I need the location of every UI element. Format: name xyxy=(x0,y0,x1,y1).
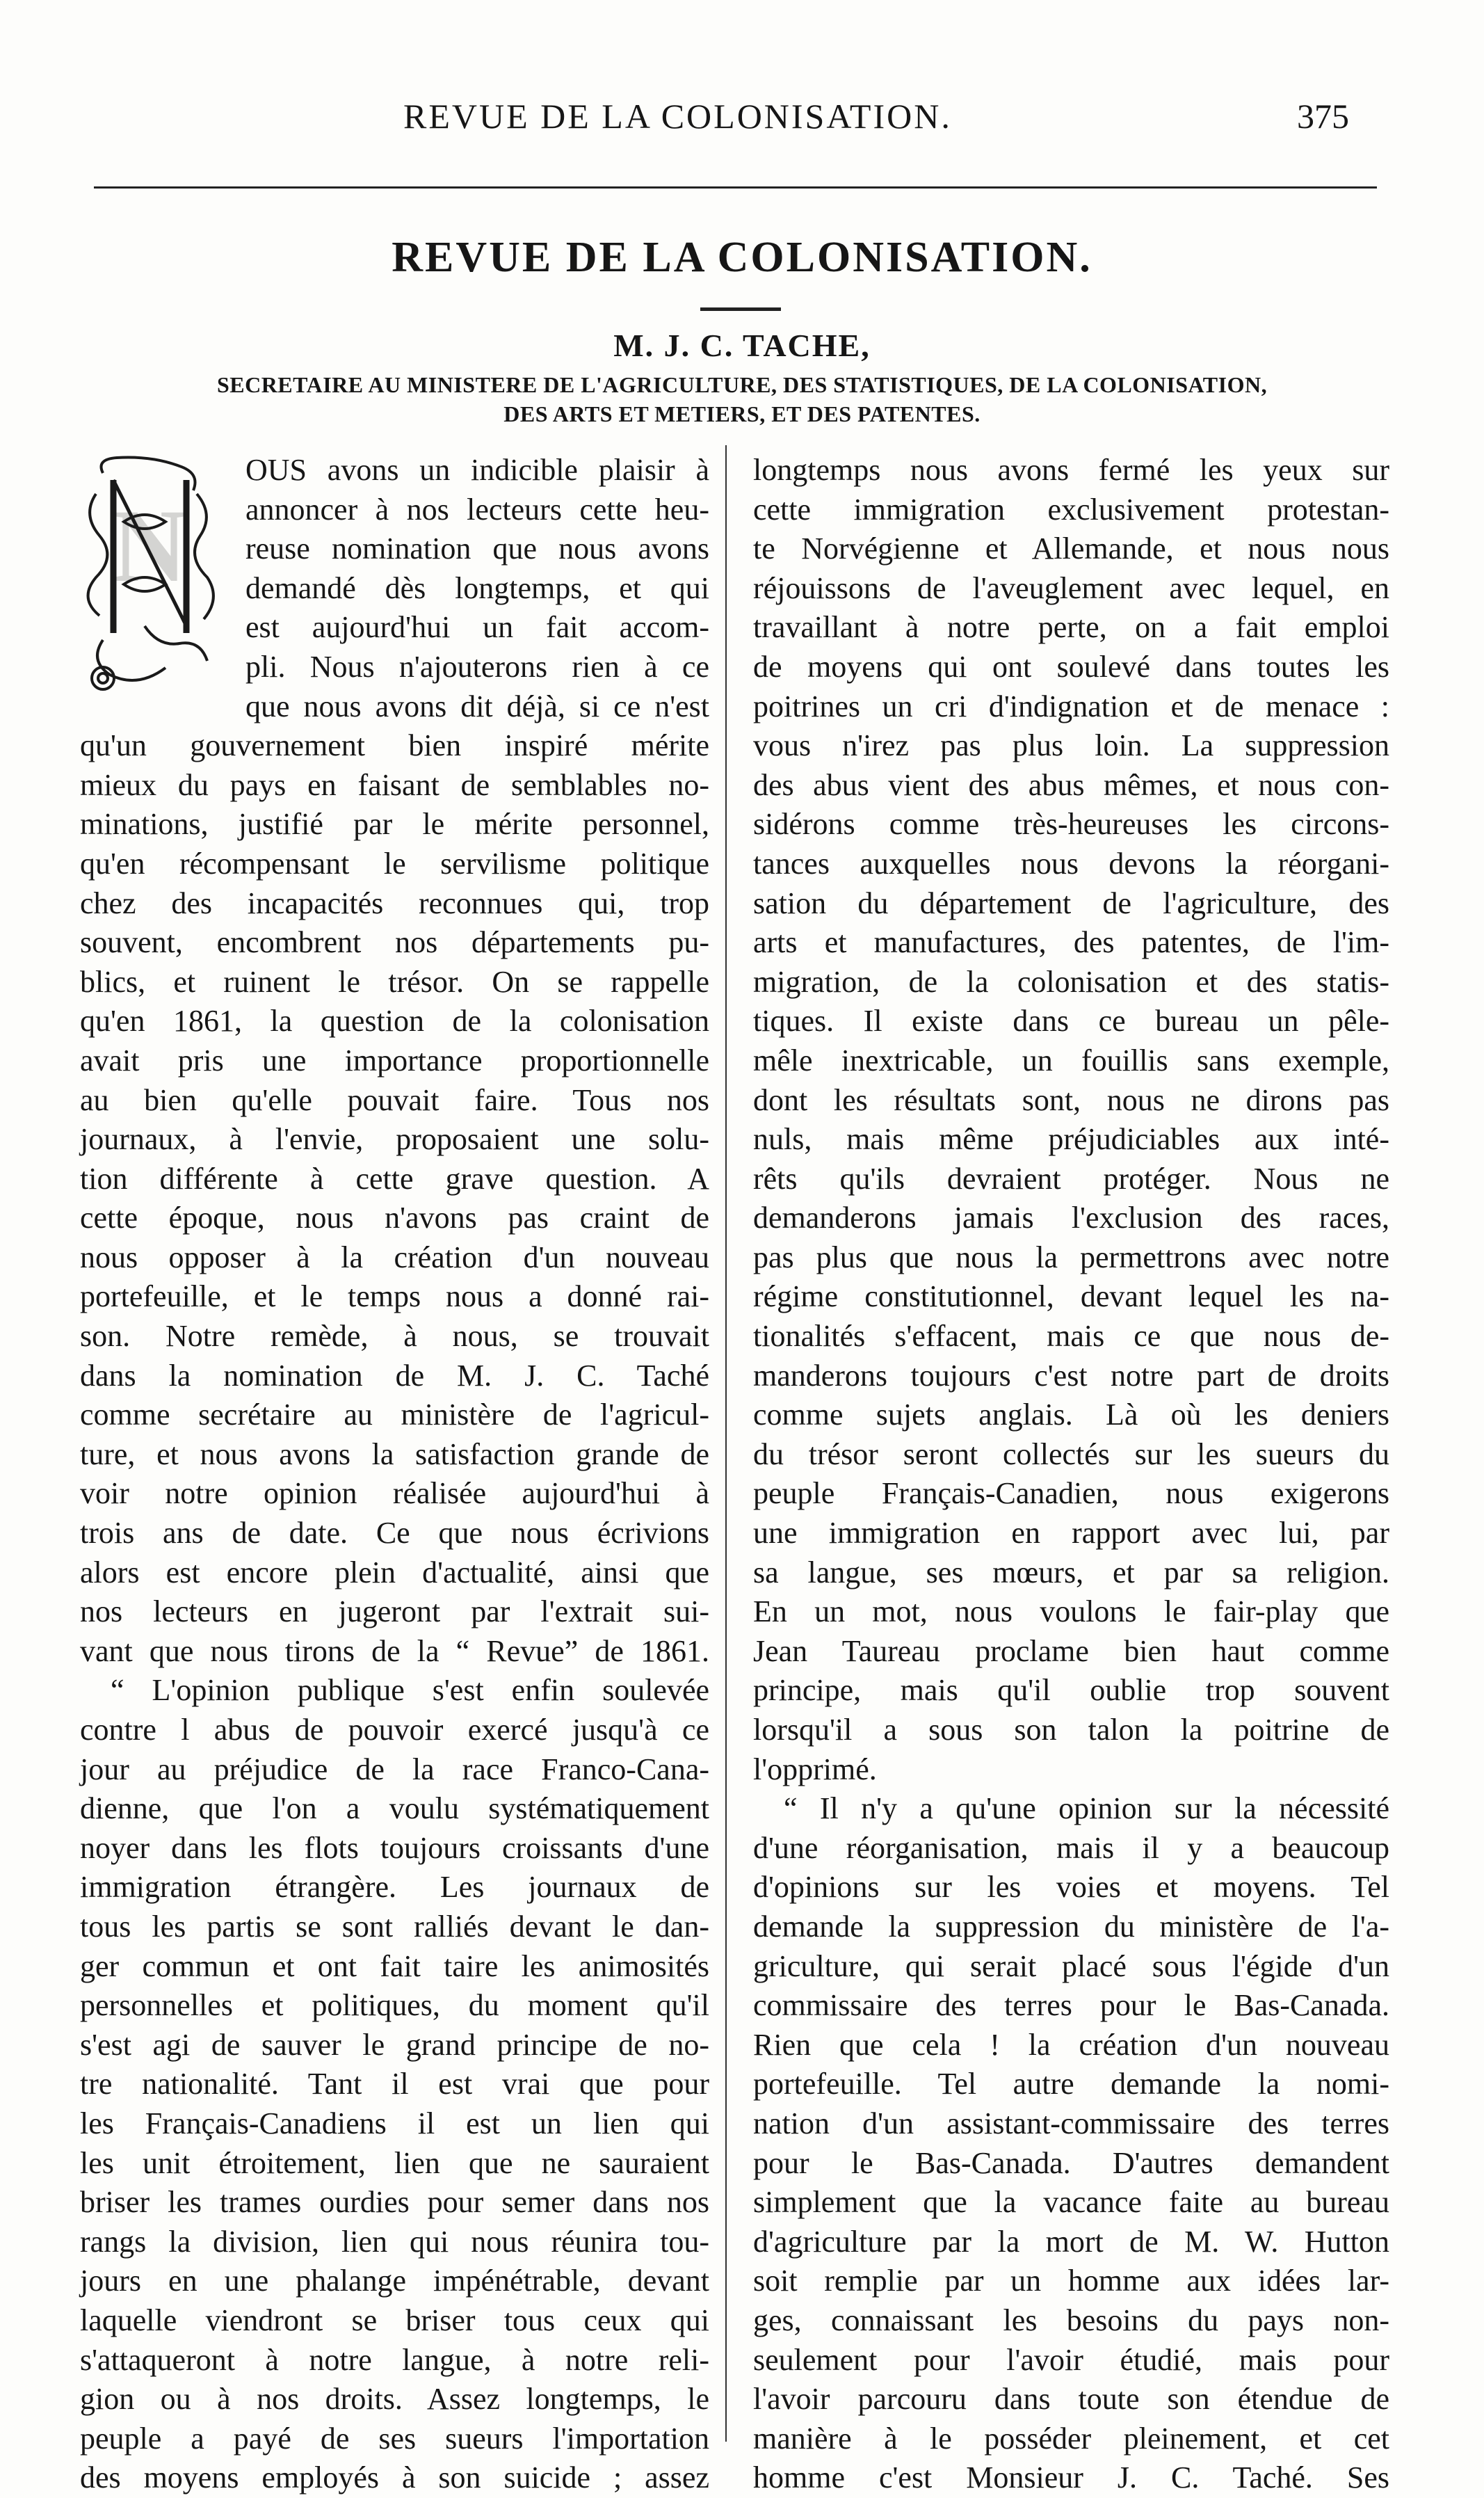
text-line: avait pris une importance proportionnelle xyxy=(80,1043,709,1078)
text-line: l'opprimé. xyxy=(753,1752,877,1786)
person-title xyxy=(42,370,1442,429)
drop-cap-letter: N xyxy=(111,488,188,604)
text-line: journaux, à l'envie, proposaient une solu- xyxy=(80,1122,709,1157)
text-line: dienne, que l'on a voulu systématiquement xyxy=(80,1791,709,1826)
text-line: s'est agi de sauver le grand principe de no- xyxy=(80,2027,709,2062)
text-line: principe, mais qu'il oublie trop souvent xyxy=(753,1673,1389,1708)
text-line: d'opinions sur les voies et moyens. Tel xyxy=(753,1870,1389,1905)
text-line: qu'un gouvernement bien inspiré mérite xyxy=(80,728,709,763)
text-line: manderons toujours c'est notre part de droits xyxy=(753,1358,1389,1393)
text-line: Rien que cela ! la création d'un nouveau xyxy=(753,2027,1389,2062)
right-column xyxy=(753,451,1389,2498)
text-line: sa langue, ses mœurs, et par sa religion. xyxy=(753,1555,1389,1590)
text-line: tre nationalité. Tant il est vrai que pour xyxy=(80,2067,709,2101)
text-line: mieux du pays en faisant de semblables no- xyxy=(80,767,709,802)
text-line: sation du département de l'agriculture, des xyxy=(753,886,1389,920)
text-line: te Norvégienne et Allemande, et nous nous xyxy=(753,531,1389,566)
text-line: longtemps nous avons fermé les yeux sur xyxy=(753,453,1389,487)
text-line: des moyens employés à son suicide ; assez xyxy=(80,2460,709,2495)
text-line: du trésor seront collectés sur les sueurs du xyxy=(753,1436,1389,1471)
text-line: griculture, qui serait placé sous l'égide d'un xyxy=(753,1948,1389,1983)
text-line: les Français-Canadiens il est un lien qui xyxy=(80,2106,709,2140)
text-line: lorsqu'il a sous son talon la poitrine de xyxy=(753,1713,1389,1747)
title-divider xyxy=(700,307,781,311)
text-line: d'agriculture par la mort de M. W. Hutton xyxy=(753,2224,1389,2259)
text-line: une immigration en rapport avec lui, par xyxy=(753,1516,1389,1551)
text-line: “ Il n'y a qu'une opinion sur la nécessité xyxy=(784,1791,1389,1826)
text-line: son. Notre remède, à nous, se trouvait xyxy=(80,1319,709,1354)
text-line: tion différente à cette grave question. A xyxy=(80,1161,709,1196)
text-line: comme secrétaire au ministère de l'agricul- xyxy=(80,1398,709,1432)
text-line: tous les partis se sont ralliés devant le dan- xyxy=(80,1909,709,1944)
text-line: noyer dans les flots toujours croissants d'une xyxy=(80,1830,709,1865)
text-line: gion ou à nos droits. Assez longtemps, le xyxy=(80,2382,709,2417)
text-line: homme c'est Monsieur J. C. Taché. Ses xyxy=(753,2460,1389,2495)
text-line: blics, et ruinent le trésor. On se rappelle xyxy=(80,964,709,999)
person-title-line: DES ARTS ET METIERS, ET DES PATENTES. xyxy=(503,401,981,426)
text-line: commissaire des terres pour le Bas-Canada. xyxy=(753,1988,1389,2023)
text-line: portefeuille, et le temps nous a donné rai- xyxy=(80,1279,709,1314)
person-name: M. J. C. TACHE, xyxy=(613,328,871,363)
text-line: au bien qu'elle pouvait faire. Tous nos xyxy=(80,1082,709,1117)
text-line: vous n'irez pas plus loin. La suppression xyxy=(753,728,1389,763)
text-line: peuple a payé de ses sueurs l'importation xyxy=(80,2421,709,2456)
text-line: nation d'un assistant-commissaire des terres xyxy=(753,2106,1389,2140)
text-line: dans la nomination de M. J. C. Taché xyxy=(80,1358,709,1393)
text-line: immigration étrangère. Les journaux de xyxy=(80,1870,709,1905)
text-line: laquelle viendront se briser tous ceux qui xyxy=(80,2303,709,2337)
text-line: rêts qu'ils devraient protéger. Nous ne xyxy=(753,1161,1389,1196)
text-line: nos lecteurs en jugeront par l'extrait sui- xyxy=(80,1594,709,1629)
text-line: OUS avons un indicible plaisir à xyxy=(245,453,709,487)
text-line: contre l abus de pouvoir exercé jusqu'à ce xyxy=(80,1713,709,1747)
text-line: voir notre opinion réalisée aujourd'hui à xyxy=(80,1476,709,1511)
text-line: travaillant à notre perte, on a fait emploi xyxy=(753,610,1389,645)
text-line: reuse nomination que nous avons xyxy=(245,531,709,566)
text-line: vant que nous tirons de la “ Revue” de 1861. xyxy=(80,1633,709,1668)
text-line: tances auxquelles nous devons la réorgani- xyxy=(753,846,1389,881)
text-line: souvent, encombrent nos départements pu- xyxy=(80,925,709,960)
text-line: réjouissons de l'aveuglement avec lequel, en xyxy=(753,570,1389,605)
text-line: pli. Nous n'ajouterons rien à ce xyxy=(245,649,709,684)
text-line: régime constitutionnel, devant lequel les na- xyxy=(753,1279,1389,1314)
text-line: ture, et nous avons la satisfaction grande de xyxy=(80,1436,709,1471)
text-line: est aujourd'hui un fait accom- xyxy=(245,610,709,645)
text-line: ger commun et ont fait taire les animosités xyxy=(80,1948,709,1983)
text-line: arts et manufactures, des patentes, de l'im- xyxy=(753,925,1389,960)
text-line: personnelles et politiques, du moment qu'il xyxy=(80,1988,709,2023)
text-line: rangs la division, lien qui nous réunira tou- xyxy=(80,2224,709,2259)
text-line: peuple Français-Canadien, nous exigerons xyxy=(753,1476,1389,1511)
text-line: alors est encore plein d'actualité, ainsi que xyxy=(80,1555,709,1590)
text-line: “ L'opinion publique s'est enfin soulevée xyxy=(111,1673,709,1708)
left-column xyxy=(80,451,709,2498)
text-line: trois ans de date. Ce que nous écrivions xyxy=(80,1516,709,1551)
text-line: seulement pour l'avoir étudié, mais pour xyxy=(753,2342,1389,2377)
text-line: dont les résultats sont, nous ne dirons pas xyxy=(753,1082,1389,1117)
text-line: cette époque, nous n'avons pas craint de xyxy=(80,1201,709,1235)
text-line: pour le Bas-Canada. D'autres demandent xyxy=(753,2145,1389,2180)
text-line: jour au préjudice de la race Franco-Cana- xyxy=(80,1752,709,1786)
text-line: jours en une phalange impénétrable, devant xyxy=(80,2264,709,2298)
text-line: chez des incapacités reconnues qui, trop xyxy=(80,886,709,920)
text-line: mêle inextricable, un fouillis sans exemple, xyxy=(753,1043,1389,1078)
text-line: pas plus que nous la permettrons avec notre xyxy=(753,1240,1389,1274)
text-line: migration, de la colonisation et des statis- xyxy=(753,964,1389,999)
text-line: tionalités s'effacent, mais ce que nous de- xyxy=(753,1319,1389,1354)
text-line: qu'en récompensant le servilisme politique xyxy=(80,846,709,881)
text-line: manière à le posséder pleinement, et cet xyxy=(753,2421,1389,2456)
text-line: briser les trames ourdies pour semer dans nos xyxy=(80,2185,709,2220)
text-line: simplement que la vacance faite au bureau xyxy=(753,2185,1389,2220)
text-line: tiques. Il existe dans ce bureau un pêle- xyxy=(753,1004,1389,1039)
text-line: portefeuille. Tel autre demande la nomi- xyxy=(753,2067,1389,2101)
text-line: demande la suppression du ministère de l'a- xyxy=(753,1909,1389,1944)
text-line: demandé dès longtemps, et qui xyxy=(245,570,709,605)
article-title: REVUE DE LA COLONISATION. xyxy=(392,234,1092,281)
text-line: que nous avons dit déjà, si ce n'est xyxy=(245,689,709,723)
text-line: ges, connaissant les besoins du pays non- xyxy=(753,2303,1389,2337)
text-line: nous opposer à la création d'un nouveau xyxy=(80,1240,709,1274)
text-line: Jean Taureau proclame bien haut comme xyxy=(753,1633,1389,1668)
text-line: d'une réorganisation, mais il y a beaucoup xyxy=(753,1830,1389,1865)
text-line: poitrines un cri d'indignation et de menace : xyxy=(753,689,1389,723)
text-line: comme sujets anglais. Là où les deniers xyxy=(753,1398,1389,1432)
text-line: soit remplie par un homme aux idées lar- xyxy=(753,2264,1389,2298)
text-line: l'avoir parcouru dans toute son étendue de xyxy=(753,2382,1389,2417)
text-line: En un mot, nous voulons le fair-play que xyxy=(753,1594,1389,1629)
column-divider xyxy=(725,445,727,2442)
text-line: qu'en 1861, la question de la colonisation xyxy=(80,1004,709,1039)
text-line: nuls, mais même préjudiciables aux inté- xyxy=(753,1122,1389,1157)
header-rule xyxy=(94,186,1377,189)
text-line: les unit étroitement, lien que ne sauraient xyxy=(80,2145,709,2180)
text-line: annoncer à nos lecteurs cette heu- xyxy=(245,492,709,527)
page-number: 375 xyxy=(1297,97,1349,136)
text-line: s'attaqueront à notre langue, à notre reli- xyxy=(80,2342,709,2377)
text-line: de moyens qui ont soulevé dans toutes les xyxy=(753,649,1389,684)
text-line: demanderons jamais l'exclusion des races, xyxy=(753,1201,1389,1235)
person-title-line: SECRETAIRE AU MINISTERE DE L'AGRICULTURE, DES STATISTIQUES, DE LA COLONISATION, xyxy=(216,372,1268,397)
text-line: des abus vient des abus mêmes, et nous con- xyxy=(753,767,1389,802)
text-line: minations, justifié par le mérite personnel, xyxy=(80,807,709,842)
running-head-title: REVUE DE LA COLONISATION. xyxy=(403,97,952,136)
text-line: sidérons comme très-heureuses les circons- xyxy=(753,807,1389,842)
text-line: cette immigration exclusivement protestan- xyxy=(753,492,1389,527)
